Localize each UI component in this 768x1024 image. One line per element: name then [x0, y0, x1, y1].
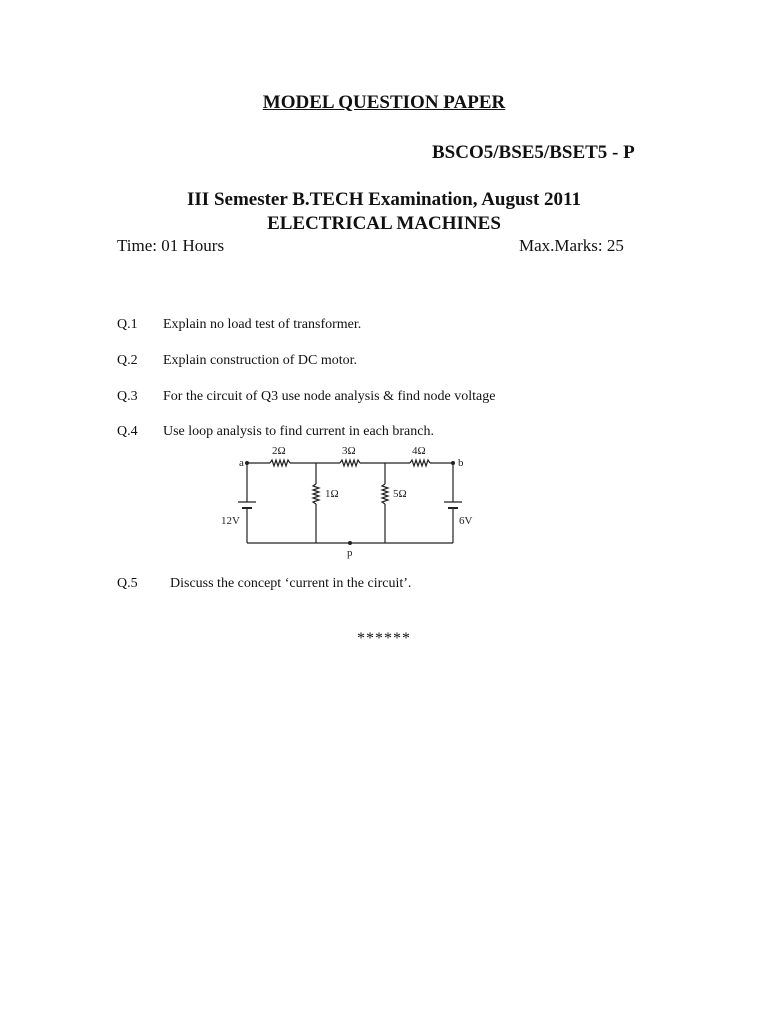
label-3-ohm: 3Ω [342, 445, 356, 457]
label-4-ohm: 4Ω [412, 445, 426, 457]
label-12v: 12V [221, 515, 240, 527]
question-number: Q.4 [117, 424, 138, 439]
resistor-3-ohm [340, 460, 360, 466]
question-text: Explain construction of DC motor. [163, 353, 358, 368]
question-text: For the circuit of Q3 use node analysis & find node voltage [163, 389, 496, 404]
question-number: Q.2 [117, 353, 138, 368]
question-text: Explain no load test of transformer. [163, 317, 362, 332]
question-number: Q.3 [117, 389, 138, 404]
question-text: Discuss the concept ‘current in the circuit’. [170, 576, 412, 591]
exam-heading: III Semester B.TECH Examination, August 2011 [187, 189, 581, 210]
node-label-b: b [458, 457, 464, 469]
time-allowed: Time: 01 Hours [117, 236, 225, 255]
question-text: Use loop analysis to find current in each branch. [163, 424, 434, 439]
node-b-dot [451, 461, 455, 465]
subject-heading: ELECTRICAL MACHINES [267, 213, 501, 234]
node-a-dot [245, 461, 249, 465]
label-6v: 6V [459, 515, 473, 527]
question-number: Q.1 [117, 317, 138, 332]
node-label-a: a [239, 457, 244, 469]
label-1-ohm: 1Ω [325, 488, 339, 500]
question-number: Q.5 [117, 576, 138, 591]
resistor-5-ohm [382, 484, 388, 504]
resistor-2-ohm [270, 460, 290, 466]
node-label-p: p [347, 547, 353, 559]
paper-title: MODEL QUESTION PAPER [262, 92, 506, 113]
paper-code: BSCO5/BSE5/BSET5 - P [432, 142, 635, 163]
node-p-dot [348, 541, 352, 545]
resistor-4-ohm [410, 460, 430, 466]
label-5-ohm: 5Ω [393, 488, 407, 500]
end-of-paper-mark: ****** [357, 630, 411, 647]
resistor-1-ohm [313, 484, 319, 504]
max-marks: Max.Marks: 25 [519, 236, 624, 255]
label-2-ohm: 2Ω [272, 445, 286, 457]
